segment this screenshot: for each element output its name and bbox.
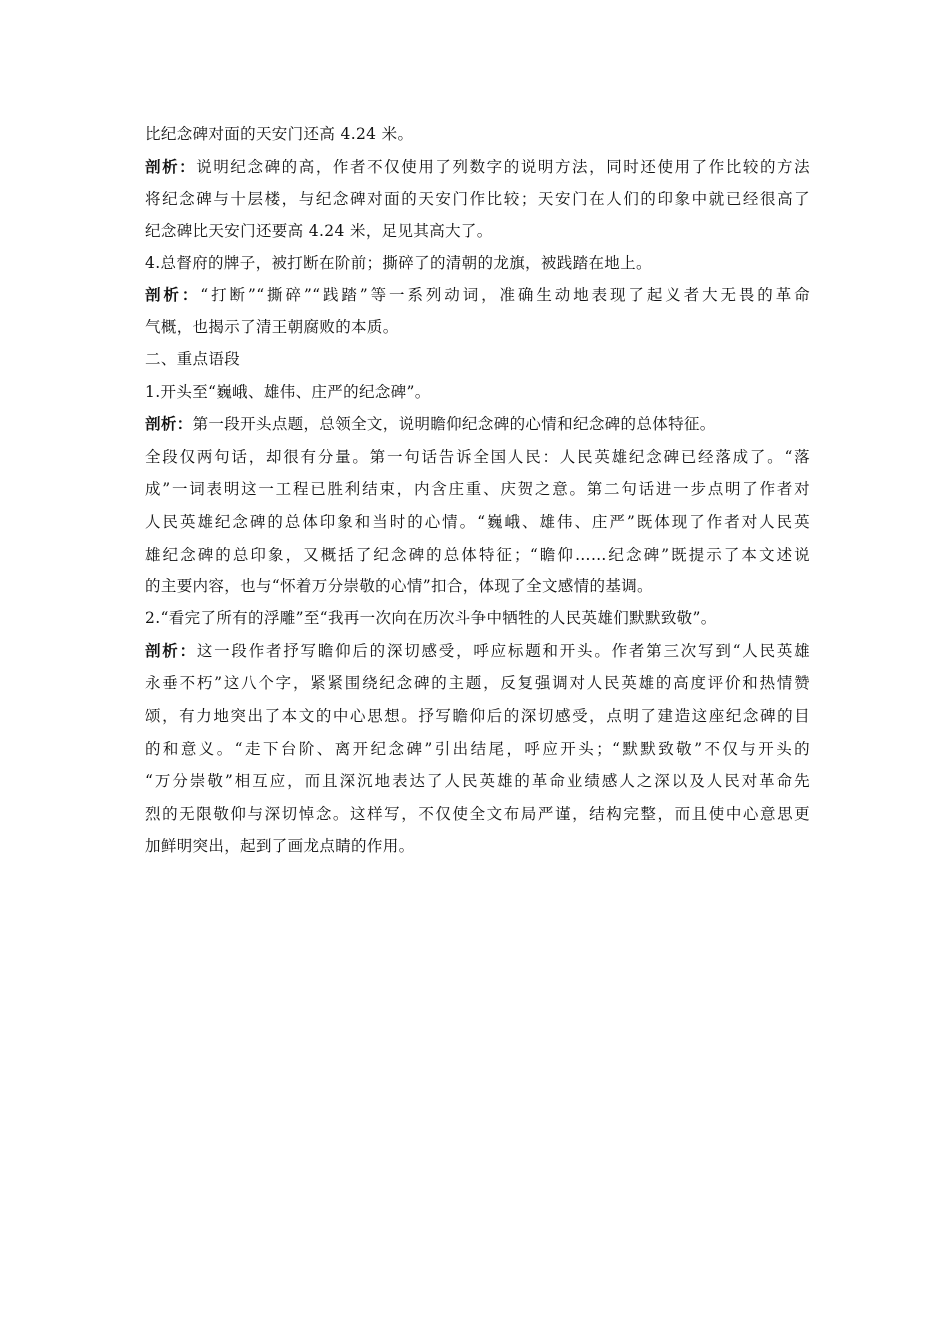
numbered-item: 2.“看完了所有的浮雕”至“我再一次向在历次斗争中牺牲的人民英雄们默默致敬”。 — [145, 609, 717, 628]
analysis-label: 剖析： — [145, 285, 201, 305]
analysis-line — [145, 635, 810, 668]
text-line: 将纪念碑与十层楼，与纪念碑对面的天安门作比较；天安门在人们的印象中就已经很高了 — [145, 190, 810, 209]
text-line: “万分崇敬”相互应，而且深沉地表达了人民英雄的革命业绩感人之深以及人民对革命先 — [145, 772, 810, 791]
text-line: 的主要内容，也与“怀着万分崇敬的心情”扣合，体现了全文感情的基调。 — [145, 577, 653, 596]
text-line: 比纪念碑对面的天安门还高 4.24 米。 — [145, 125, 414, 143]
text-line: 雄纪念碑的总印象，又概括了纪念碑的总体特征；“瞻仰……纪念碑”既提示了本文述说 — [145, 545, 810, 564]
document-page — [145, 118, 810, 863]
analysis-label: 剖析： — [145, 156, 197, 176]
text-line: 全段仅两句话，却很有分量。第一句话告诉全国人民：人民英雄纪念碑已经落成了。“落 — [145, 447, 810, 466]
text-line: 气概，也揭示了清王朝腐败的本质。 — [145, 317, 399, 336]
section-heading: 二、重点语段 — [145, 349, 241, 368]
text-line: 人民英雄纪念碑的总体印象和当时的心情。“巍峨、雄伟、庄严”既体现了作者对人民英 — [145, 512, 810, 531]
text-line: 纪念碑比天安门还要高 4.24 米，足见其高大了。 — [145, 221, 493, 240]
text-line: 永垂不朽”这八个字，紧紧围绕纪念碑的主题，反复强调对人民英雄的高度评价和热情赞 — [145, 674, 810, 693]
analysis-line — [145, 279, 810, 312]
analysis-line — [145, 151, 810, 184]
numbered-item: 1.开头至“巍峨、雄伟、庄严的纪念碑”。 — [145, 382, 431, 401]
text-line: 的和意义。“走下台阶、离开纪念碑”引出结尾，呼应开头；“默默致敬”不仅与开头的 — [145, 739, 810, 758]
analysis-text: “打断”“撕碎”“践踏”等一系列动词，准确生动地表现了起义者大无畏的革命 — [200, 286, 810, 305]
analysis-text: 说明纪念碑的高，作者不仅使用了列数字的说明方法，同时还使用了作比较的方法 — [196, 157, 810, 176]
analysis-text: 第一段开头点题，总领全文，说明瞻仰纪念碑的心情和纪念碑的总体特征。 — [192, 415, 716, 434]
analysis-line — [145, 408, 810, 441]
text-line: 加鲜明突出，起到了画龙点睛的作用。 — [145, 837, 415, 856]
text-line: 成”一词表明这一工程已胜利结束，内含庄重、庆贺之意。第二句话进一步点明了作者对 — [145, 480, 810, 499]
analysis-text: 这一段作者抒写瞻仰后的深切感受，呼应标题和开头。作者第三次写到“人民英雄 — [196, 641, 810, 660]
analysis-label: 剖析： — [145, 640, 197, 660]
text-line: 颂，有力地突出了本文的中心思想。抒写瞻仰后的深切感受，点明了建造这座纪念碑的目 — [145, 706, 810, 725]
numbered-item: 4.总督府的牌子，被打断在阶前；撕碎了的清朝的龙旗，被践踏在地上。 — [145, 253, 652, 272]
analysis-label: 剖析： — [145, 414, 193, 434]
text-line: 烈的无限敬仰与深切悼念。这样写，不仅使全文布局严谨，结构完整，而且使中心意思更 — [145, 804, 810, 823]
